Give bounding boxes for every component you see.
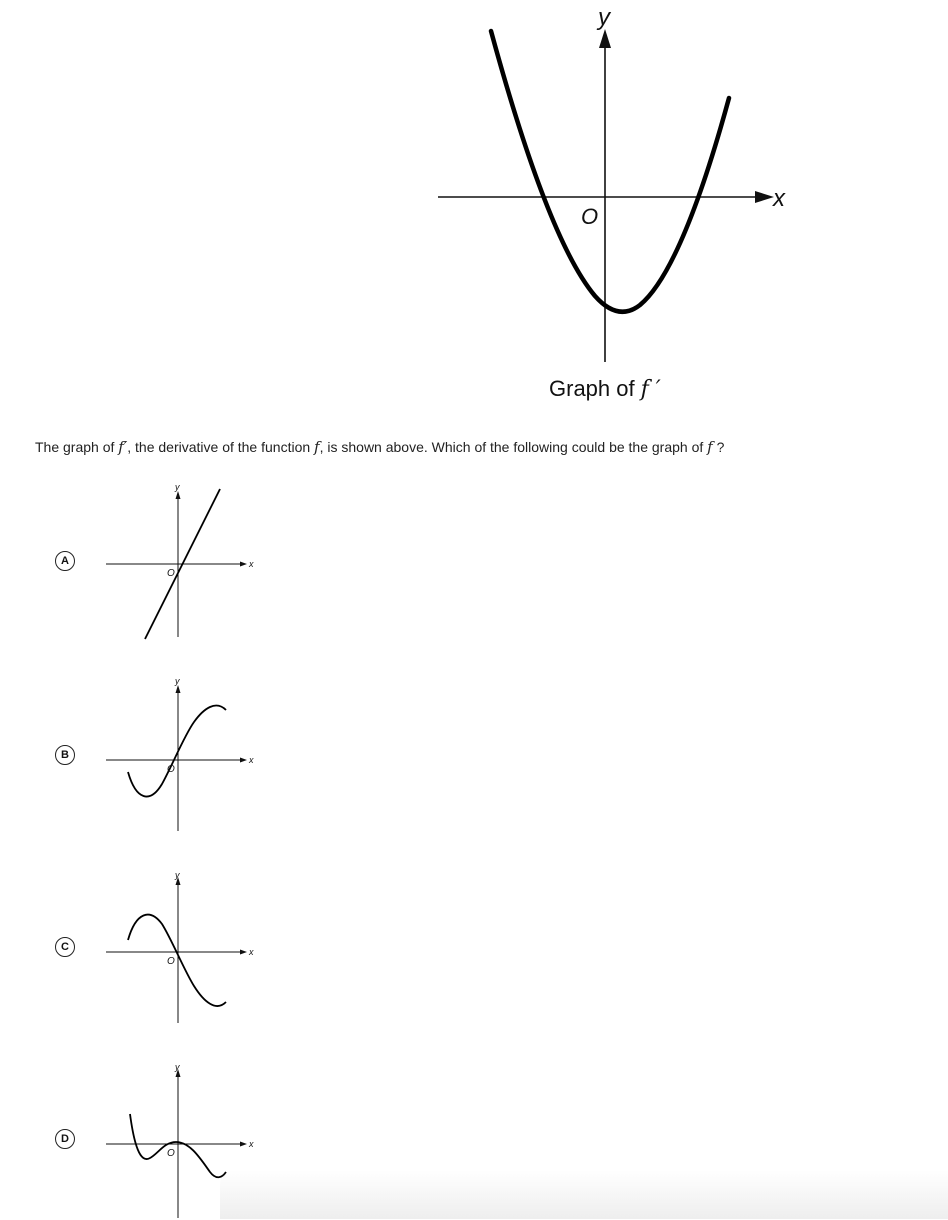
choice-b-radio[interactable]: B (55, 745, 75, 765)
choice-a[interactable] (0, 480, 300, 640)
question-part4: ? (712, 439, 725, 455)
choice-b-origin-label: O (167, 764, 175, 775)
main-y-arrow-icon (599, 29, 611, 48)
choice-b-curve (128, 706, 226, 797)
choice-b-x-label: x (249, 755, 254, 765)
choice-d-y-label: y (175, 1062, 180, 1072)
choice-b-y-arrow-icon (176, 685, 181, 693)
choice-d-origin-label: O (167, 1148, 175, 1159)
choice-b-graph (100, 676, 270, 836)
choice-c[interactable] (0, 868, 300, 1028)
question-f1: f (314, 438, 320, 456)
choice-d-x-arrow-icon (240, 1142, 247, 1147)
main-parabola-curve (491, 31, 729, 312)
choice-a-origin-label: O (167, 568, 175, 579)
choice-b-y-label: y (175, 676, 180, 686)
choice-a-y-label: y (175, 482, 180, 492)
question-part3: , is shown above. Which of the following could be the graph of (319, 439, 708, 455)
main-y-label: y (598, 4, 610, 31)
main-origin-label: O (581, 204, 599, 229)
main-caption-func: f ′ (640, 377, 661, 402)
question-part1: The graph of (35, 439, 119, 455)
choice-d-x-label: x (249, 1139, 254, 1149)
choice-b[interactable] (0, 676, 300, 836)
question-text (35, 438, 724, 456)
main-x-label: x (773, 185, 785, 212)
bottom-fade-overlay (220, 1170, 948, 1219)
choice-a-radio[interactable]: A (55, 551, 75, 571)
main-x-arrow-icon (755, 191, 774, 203)
question-fprime: f′ (118, 438, 128, 456)
question-f2: f (707, 438, 713, 456)
main-caption-prefix: Graph of (549, 376, 635, 401)
main-graph-caption (549, 376, 661, 402)
main-derivative-graph (420, 0, 820, 380)
choice-c-x-arrow-icon (240, 950, 247, 955)
choice-a-x-arrow-icon (240, 562, 247, 567)
choice-a-x-label: x (249, 559, 254, 569)
choice-a-graph (100, 480, 270, 640)
choice-c-origin-label: O (167, 956, 175, 967)
choice-c-graph (100, 868, 270, 1028)
choice-c-radio[interactable]: C (55, 937, 75, 957)
choice-b-x-arrow-icon (240, 758, 247, 763)
choice-d-radio[interactable]: D (55, 1129, 75, 1149)
choice-c-y-label: y (175, 870, 180, 880)
choice-c-curve (128, 915, 226, 1006)
question-part2: , the derivative of the function (127, 439, 315, 455)
choice-c-x-label: x (249, 947, 254, 957)
choice-a-y-arrow-icon (176, 491, 181, 499)
